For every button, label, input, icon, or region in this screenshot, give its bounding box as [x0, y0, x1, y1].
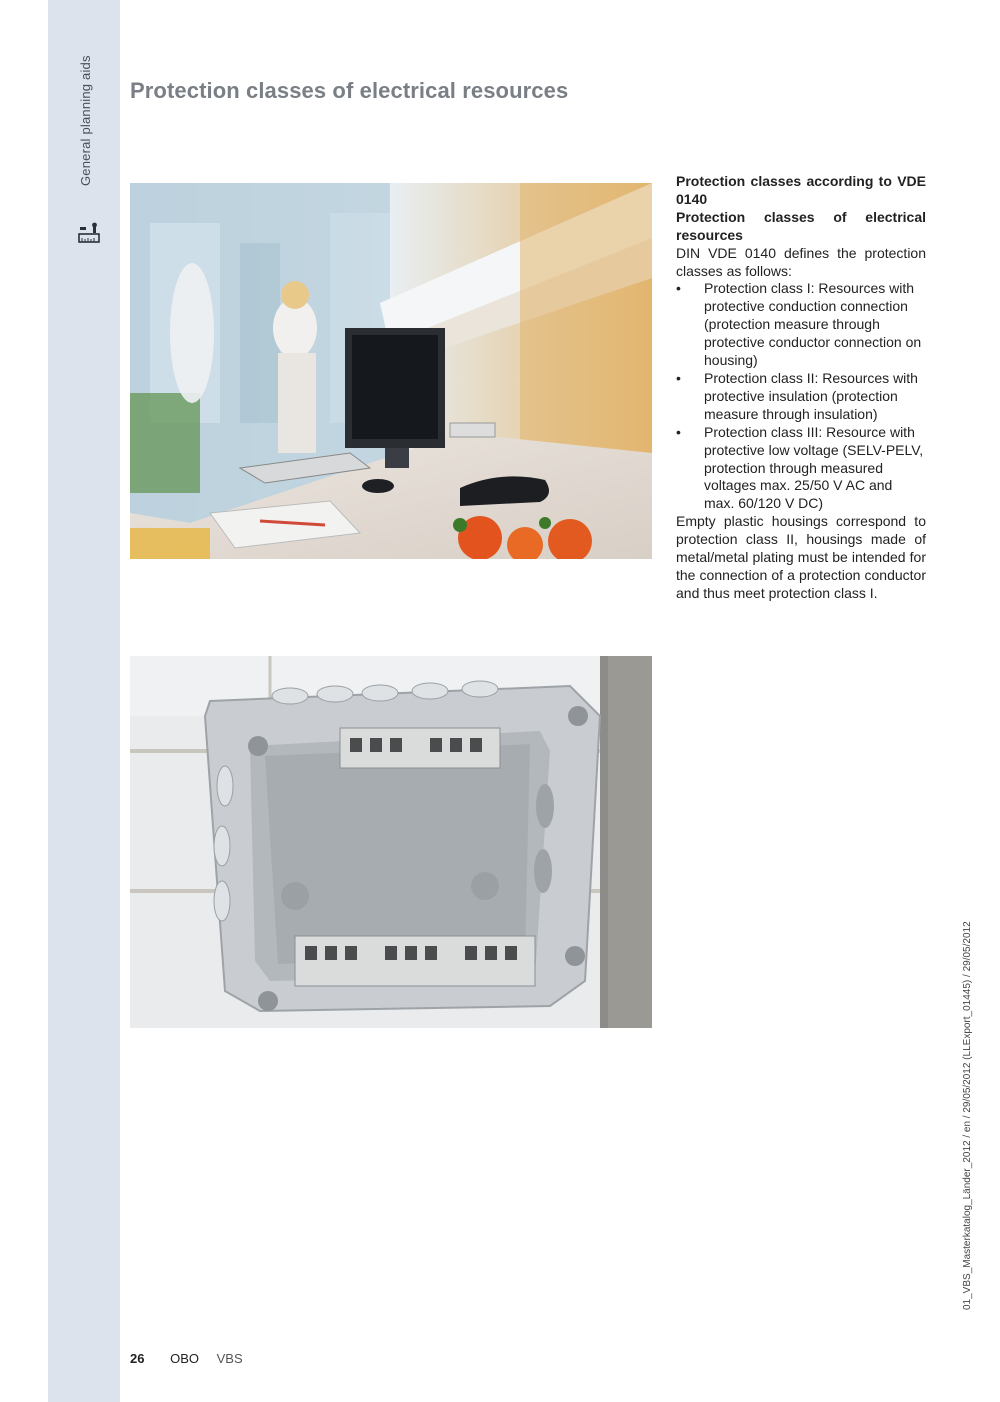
- page-number: 26: [130, 1351, 145, 1366]
- protection-class-list: [676, 280, 926, 513]
- export-info-text: 01_VBS_Masterkatalog_Länder_2012 / en / 29/05/2012 (LLExport_01445) / 29/05/2012: [962, 921, 973, 1310]
- sidebar-section-label: General planning aids: [78, 55, 93, 186]
- list-item: • Protection class III: Resource with protective low voltage (SELV-PELV, protection through measured voltages max. 25/50 V AC and max. 60/120 V DC): [676, 424, 926, 514]
- product-name: VBS: [216, 1351, 243, 1366]
- list-item: • Protection class II: Resources with protective insulation (protection measure through insulation): [676, 370, 926, 424]
- list-item: • Protection class I: Resources with protective conduction connection (protection measure through protective conductor connection on housing): [676, 280, 926, 370]
- intro-paragraph: DIN VDE 0140 defines the protection classes as follows:: [676, 244, 926, 279]
- section-heading-classes: Protection classes of electrical resources: [676, 208, 926, 243]
- office-workspace-photo: [130, 183, 652, 559]
- sidebar-strip: [48, 0, 120, 1402]
- brand-name: OBO: [170, 1351, 199, 1366]
- closing-paragraph: Empty plastic housings correspond to protection class II, housings made of metal/metal plating must be intended for the connection of a protection conductor and thus meet protection class I.: [676, 513, 926, 601]
- junction-box-photo: [130, 656, 652, 1028]
- body-text-column: [676, 173, 926, 603]
- page-title: Protection classes of electrical resources: [130, 78, 569, 103]
- page-footer: [130, 1351, 243, 1366]
- planning-tools-icon: [78, 222, 102, 244]
- section-heading-vde: Protection classes according to VDE 0140: [676, 173, 926, 207]
